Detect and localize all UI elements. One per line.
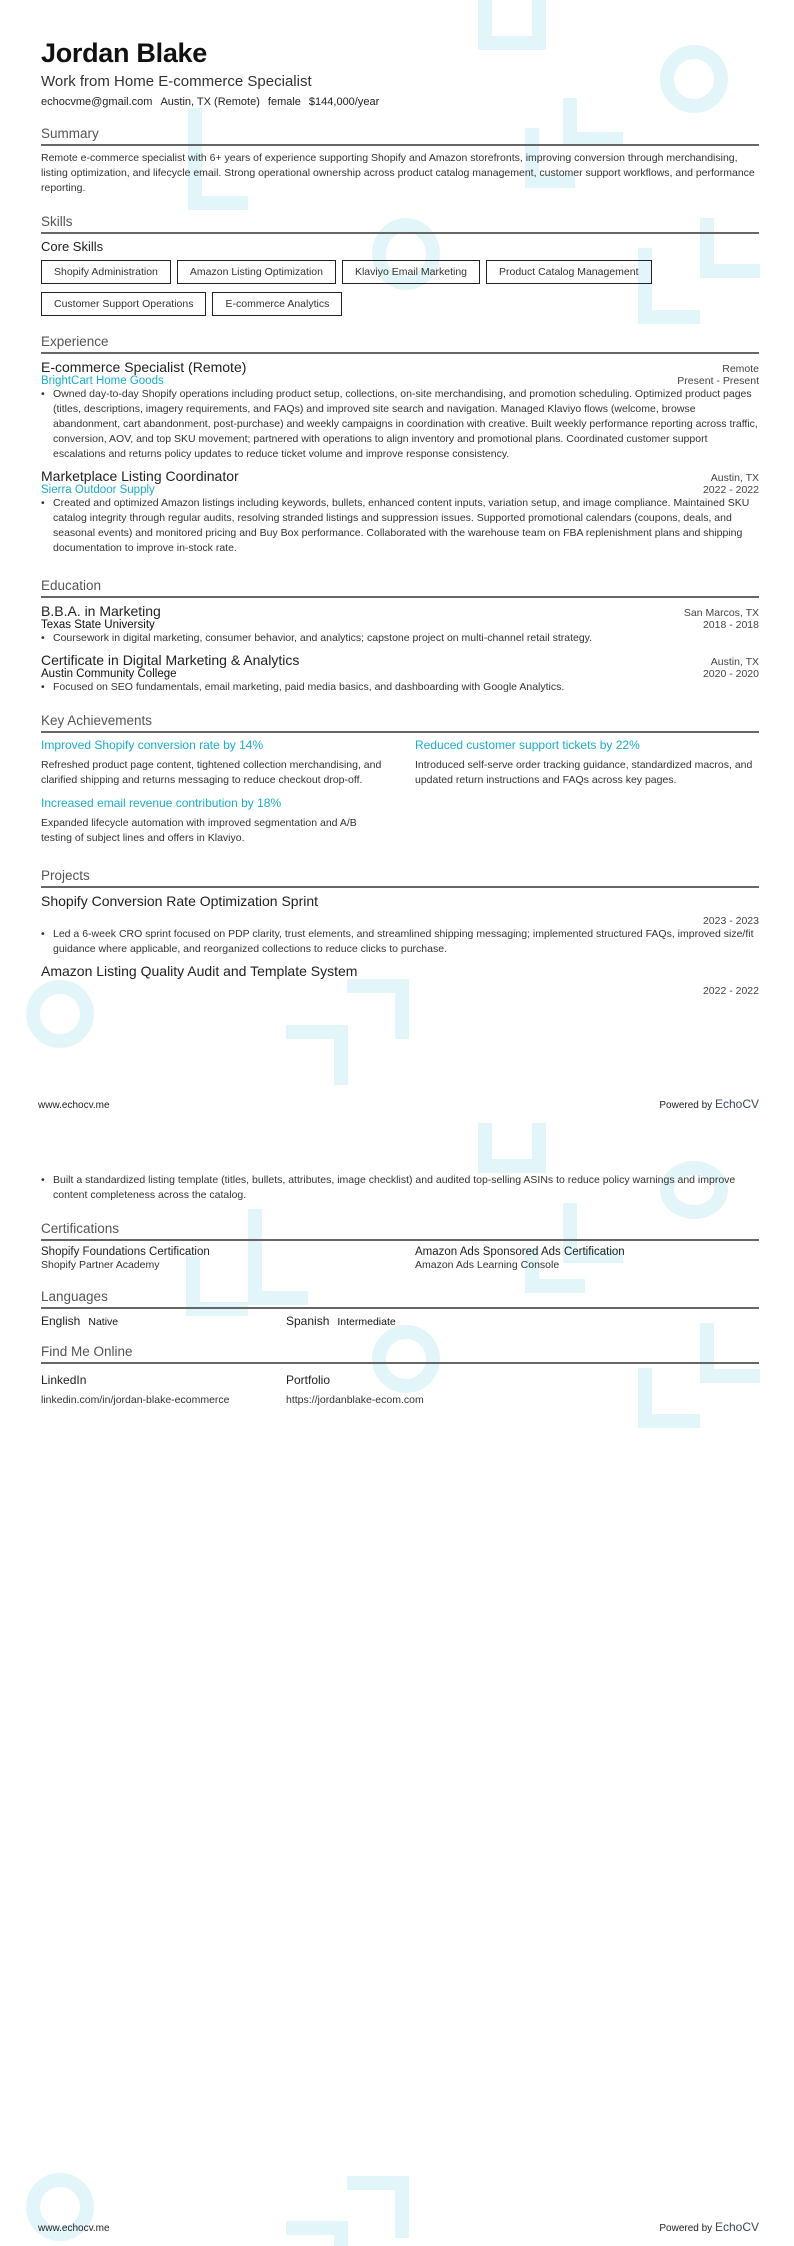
achievements-section — [41, 713, 759, 846]
online-section — [41, 1344, 759, 1408]
role-location: Remote — [722, 363, 759, 375]
footer-site-link[interactable]: www.echocv.me — [38, 2223, 110, 2234]
project-name: Amazon Listing Quality Audit and Template System — [41, 963, 358, 979]
role-title: E-commerce Specialist (Remote) — [41, 359, 247, 375]
page-footer — [38, 2220, 759, 2234]
project-dates: 2022 - 2022 — [702, 985, 759, 997]
section-heading: Summary — [41, 126, 759, 146]
candidate-name: Jordan Blake — [41, 38, 207, 68]
certification-name: Amazon Ads Sponsored Ads Certification — [415, 1246, 625, 1258]
section-heading: Skills — [41, 214, 759, 234]
resume-page-2 — [0, 1123, 794, 2246]
language-name: English — [41, 1314, 81, 1328]
achievement-title: Increased email revenue contribution by 18% — [41, 796, 282, 810]
job-title: Work from Home E-commerce Specialist — [41, 73, 312, 90]
project-dates: 2023 - 2023 — [702, 915, 759, 927]
online-item — [41, 1369, 286, 1408]
page-footer — [38, 1097, 759, 1111]
achievement-item — [41, 796, 385, 846]
edu-dates: 2018 - 2018 — [702, 619, 759, 631]
powered-by-label: Powered by — [659, 1100, 713, 1111]
achievement-description: Refreshed product page content, tightened collection merchandising, and clarified shipping and returns messaging to reduce checkout drop-off. — [41, 759, 382, 786]
section-heading: Key Achievements — [41, 713, 759, 733]
certifications-section — [41, 1221, 759, 1273]
skill-chip: Amazon Listing Optimization — [177, 260, 336, 284]
achievement-item — [415, 738, 759, 788]
online-label: LinkedIn — [41, 1373, 87, 1387]
language-level: Intermediate — [337, 1316, 396, 1328]
decorative-bracket — [286, 1025, 348, 1085]
section-heading: Education — [41, 578, 759, 598]
edu-location: Austin, TX — [710, 656, 759, 668]
echocv-brand: EchoCV — [714, 2220, 759, 2234]
education-bullet: • Coursework in digital marketing, consumer behavior, and analytics; capstone project on multi-channel retail strategy. — [41, 631, 759, 646]
experience-item — [41, 359, 759, 462]
online-label: Portfolio — [286, 1373, 331, 1387]
powered-by-label: Powered by — [659, 2223, 713, 2234]
echocv-brand: EchoCV — [714, 1097, 759, 1111]
gender: female — [267, 96, 301, 108]
skill-chip: E-commerce Analytics — [212, 292, 342, 316]
education-section — [41, 578, 759, 695]
salary: $144,000/year — [308, 96, 380, 108]
skill-chip: Customer Support Operations — [41, 292, 206, 316]
achievement-title: Improved Shopify conversion rate by 14% — [41, 738, 264, 752]
experience-section — [41, 334, 759, 556]
summary-section — [41, 126, 759, 196]
education-item — [41, 652, 759, 695]
company-name: Sierra Outdoor Supply — [41, 484, 155, 496]
education-item — [41, 603, 759, 646]
experience-bullet: • Created and optimized Amazon listings including keywords, bullets, enhanced content inputs, variation setup, and image compliance. Maintained SKU catalog integrity through regular audits, resolving stranded listings and suppression issues. Supported promotional calendars (coupons, deals, and seasonal events) and monitored pricing and Buy Box performance. Collaborated with the warehouse team on FBA replenishment plans and shipping documentation to improve in-stock rate. — [41, 496, 759, 556]
section-heading: Certifications — [41, 1221, 759, 1241]
education-bullet: • Focused on SEO fundamentals, email marketing, paid media basics, and dashboarding with Google Analytics. — [41, 680, 759, 695]
portfolio-link[interactable]: https://jordanblake-ecom.com — [286, 1394, 424, 1406]
footer-site-link[interactable]: www.echocv.me — [38, 1100, 110, 1111]
achievement-item — [41, 738, 385, 788]
degree: B.B.A. in Marketing — [41, 603, 161, 619]
project-bullet: • Led a 6-week CRO sprint focused on PDP clarity, trust elements, and streamlined shipping messaging; implemented structured FAQs, improved size/fit guidance where applicable, and reorganized collections to reduce clicks to purchase. — [41, 927, 759, 957]
role-dates: 2022 - 2022 — [702, 484, 759, 496]
experience-bullet: • Owned day-to-day Shopify operations including product setup, collections, on-site merchandising, and promotion scheduling. Optimized product pages (titles, descriptions, imagery requirements, and FAQs) and improved site search and navigation. Managed Klaviyo flows (welcome, browse abandonment, cart abandonment, post-purchase) and weekly campaigns in coordination with creative. Built weekly performance reporting across traffic, conversion, AOV, and top SKU movement; partnered with operations to align inventory and promotional plans. Coordinated customer support escalations and returns policy updates to reduce ticket volume and improve response consistency. — [41, 387, 759, 462]
section-heading: Projects — [41, 868, 759, 888]
skills-section — [41, 214, 759, 316]
experience-item — [41, 468, 759, 556]
decorative-bracket — [478, 1123, 546, 1173]
language-item — [41, 1314, 286, 1328]
skill-group-title: Core Skills — [41, 239, 104, 254]
language-name: Spanish — [286, 1314, 330, 1328]
certification-issuer: Amazon Ads Learning Console — [415, 1259, 560, 1271]
certification-name: Shopify Foundations Certification — [41, 1246, 210, 1258]
email[interactable]: echocvme@gmail.com — [41, 96, 153, 108]
section-heading: Find Me Online — [41, 1344, 759, 1364]
certification-issuer: Shopify Partner Academy — [41, 1259, 160, 1271]
language-item — [286, 1314, 396, 1328]
section-heading: Languages — [41, 1289, 759, 1309]
achievement-description: Expanded lifecycle automation with improved segmentation and A/B testing of subject lines and offers in Klaviyo. — [41, 817, 357, 844]
school-name: Texas State University — [41, 619, 155, 631]
edu-location: San Marcos, TX — [683, 607, 759, 619]
online-item — [286, 1369, 424, 1408]
linkedin-link[interactable]: linkedin.com/in/jordan-blake-ecommerce — [41, 1394, 230, 1406]
edu-dates: 2020 - 2020 — [702, 668, 759, 680]
school-name: Austin Community College — [41, 668, 177, 680]
role-title: Marketplace Listing Coordinator — [41, 468, 239, 484]
project-item — [41, 893, 759, 957]
skill-chip: Shopify Administration — [41, 260, 171, 284]
role-location: Austin, TX — [710, 472, 759, 484]
company-name: BrightCart Home Goods — [41, 375, 164, 387]
certification-item — [415, 1246, 759, 1273]
location: Austin, TX (Remote) — [160, 96, 260, 108]
language-level: Native — [88, 1316, 119, 1328]
skill-chip: Klaviyo Email Marketing — [342, 260, 480, 284]
role-dates: Present - Present — [677, 375, 759, 387]
projects-section — [41, 868, 759, 997]
contact-info — [41, 96, 759, 108]
summary-text: Remote e-commerce specialist with 6+ years of experience supporting Shopify and Amazon storefronts, improving conversion through merchandising, listing optimization, and lifecycle email. Strong operational ownership across product catalog management, customer support workflows, and performance reporting. — [41, 152, 755, 194]
project-bullet: • Built a standardized listing template (titles, bullets, attributes, image checklist) and audited top-selling ASINs to reduce policy warnings and improve content completeness across the catalog. — [41, 1173, 759, 1203]
section-heading: Experience — [41, 334, 759, 354]
achievement-description: Introduced self-serve order tracking guidance, standardized macros, and updated return instructions and FAQs across key pages. — [415, 759, 753, 786]
project-name: Shopify Conversion Rate Optimization Sprint — [41, 893, 319, 909]
project-item — [41, 963, 759, 997]
languages-section — [41, 1289, 759, 1328]
certification-item — [41, 1246, 385, 1273]
achievement-title: Reduced customer support tickets by 22% — [415, 738, 640, 752]
degree: Certificate in Digital Marketing & Analytics — [41, 652, 300, 668]
skill-chip: Product Catalog Management — [486, 260, 652, 284]
